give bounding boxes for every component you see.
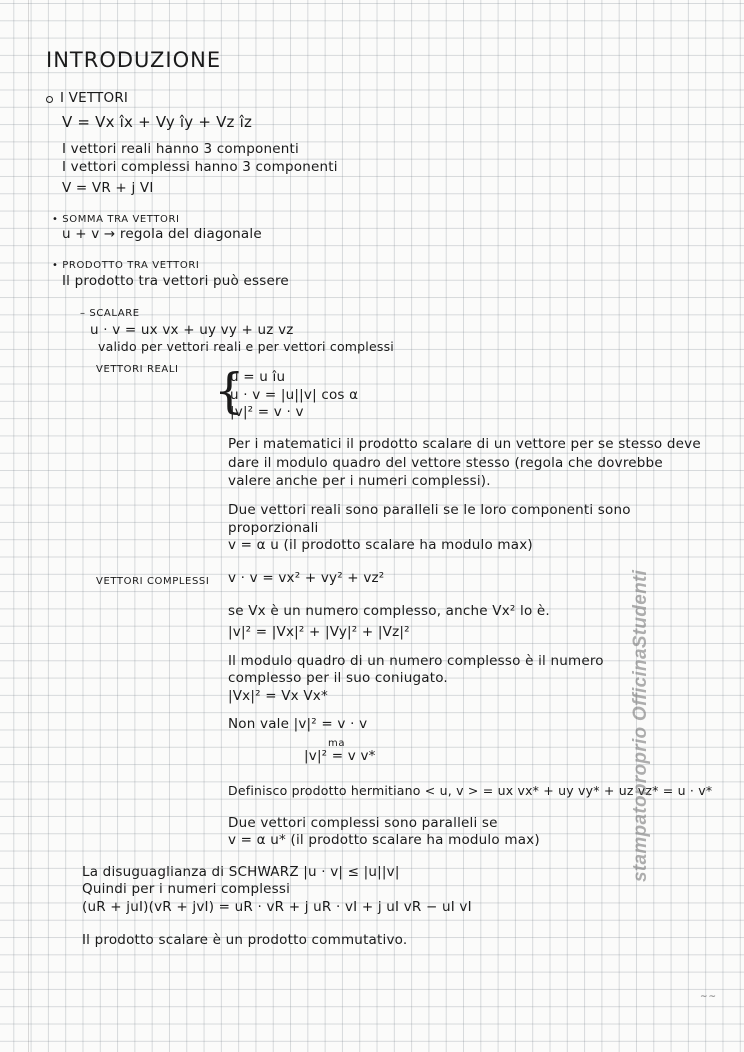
non-vale-1: Non vale |v|² = v · v [228, 716, 368, 732]
complex-components-note: I vettori complessi hanno 3 componenti [62, 159, 338, 175]
complessi-eq-3: |v|² = |Vx|² + |Vy|² + |Vz|² [228, 624, 410, 640]
schwarz-inequality: La disuguaglianza di SCHWARZ |u · v| ≤ |u||v| [82, 864, 400, 880]
non-vale-2: ma [328, 738, 346, 749]
scalare-validity: valido per vettori reali e per vettori complessi [98, 339, 394, 354]
prodotto-intro: Il prodotto tra vettori può essere [62, 273, 289, 289]
subsection-scalare: – SCALARE [80, 308, 140, 319]
modulo-note-3: |Vx|² = Vx Vx* [228, 688, 328, 704]
reali-eq-2: u · v = |u||v| cos α [230, 387, 359, 403]
reali-eq-3: |v|² = v · v [230, 404, 304, 420]
non-vale-3: |v|² = v v* [304, 748, 376, 764]
math-note-1: Per i matematici il prodotto scalare di un vettore per se stesso deve [228, 436, 701, 452]
complex-parallel-1: Due vettori complessi sono paralleli se [228, 815, 498, 831]
section-somma: • SOMMA TRA VETTORI [52, 214, 180, 225]
modulo-note-2: complesso per il suo coniugato. [228, 670, 448, 686]
parallel-note-2: proporzionali [228, 520, 319, 536]
label-vettori-reali: VETTORI REALI [96, 364, 179, 375]
complex-expansion: (uR + juI)(vR + jvI) = uR · vR + j uR · vI + j uI vR − uI vI [82, 899, 472, 915]
complessi-eq-2: se Vx è un numero complesso, anche Vx² lo è. [228, 603, 550, 619]
complex-parallel-2: v = α u* (il prodotto scalare ha modulo max) [228, 832, 540, 848]
section-vettori: I VETTORI [60, 90, 129, 106]
brace-icon: { [214, 363, 245, 419]
scalare-definition: u · v = ux vx + uy vy + uz vz [90, 322, 294, 338]
complessi-eq-1: v · v = vx² + vy² + vz² [228, 570, 385, 586]
vector-definition: V = Vx îx + Vy îy + Vz îz [62, 113, 253, 131]
math-note-3: valere anche per i numeri complessi). [228, 473, 491, 489]
hermitian-definition: Definisco prodotto hermitiano < u, v > = ux vx* + uy vy* + uz vz* = u · v* [228, 783, 713, 798]
somma-rule: u + v → regola del diagonale [62, 226, 262, 242]
bullet-icon [46, 96, 53, 103]
section-prodotto: • PRODOTTO TRA VETTORI [52, 260, 200, 271]
parallel-note-3: v = α u (il prodotto scalare ha modulo max) [228, 537, 533, 553]
reali-eq-1: u = u îu [230, 369, 286, 385]
math-note-2: dare il modulo quadro del vettore stesso (regola che dovrebbe [228, 455, 663, 471]
watermark: stampatoproprio OfficinaStudenti [630, 569, 651, 882]
corner-mark: ~~ [700, 992, 718, 1002]
parallel-note-1: Due vettori reali sono paralleli se le loro componenti sono [228, 502, 631, 518]
modulo-note-1: Il modulo quadro di un numero complesso è il numero [228, 653, 604, 669]
label-vettori-complessi: VETTORI COMPLESSI [96, 576, 210, 587]
quindi-note: Quindi per i numeri complessi [82, 881, 291, 897]
page-title: INTRODUZIONE [46, 48, 222, 72]
commutative-note: Il prodotto scalare è un prodotto commutativo. [82, 932, 408, 948]
real-components-note: I vettori reali hanno 3 componenti [62, 141, 299, 157]
complex-vector-def: V = VR + j VI [62, 180, 154, 196]
